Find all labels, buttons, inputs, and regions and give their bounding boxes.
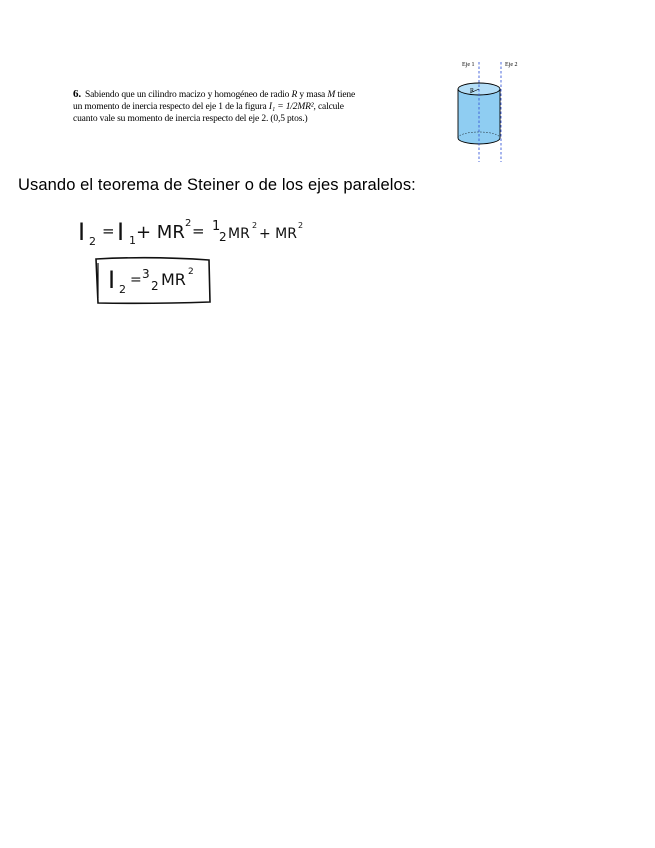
radius-symbol: R — [291, 90, 298, 100]
fraction-numerator-1: 1 — [212, 219, 221, 234]
fraction-denominator-1: 2 — [219, 230, 227, 244]
i2-subscript: 2 — [89, 235, 96, 248]
boxed-i2-symbol: I — [108, 266, 116, 294]
mr-term: MR — [228, 226, 250, 242]
axis1-label: Eje 1 — [462, 62, 475, 68]
problem-statement — [73, 89, 418, 125]
boxed-square-exponent: 2 — [188, 267, 194, 277]
square-exponent-3: 2 — [298, 221, 304, 230]
problem-text-2b: , calcule — [313, 101, 344, 112]
problem-text-1c: tiene — [335, 90, 356, 100]
plus-mr-term-2: + MR — [259, 226, 297, 242]
equation-line-1 — [78, 218, 303, 248]
boxed-mr-term: MR — [161, 270, 186, 289]
problem-number: 6. — [73, 88, 81, 100]
problem-text-2a: un momento de inercia respecto del eje 1 de la figura — [73, 101, 269, 112]
problem-text-1a: Sabiendo que un cilindro macizo y homogéneo de radio — [84, 90, 292, 100]
axis2-label: Eje 2 — [505, 62, 518, 68]
plus-mr-term: + MR — [136, 222, 185, 243]
boxed-fraction-denominator: 2 — [151, 279, 159, 293]
i1-symbol: I — [117, 218, 125, 246]
problem-text-3: cuanto vale su momento de inercia respecto del eje 2. (0,5 ptos.) — [73, 113, 308, 124]
cylinder-figure — [450, 58, 525, 164]
radius-label: R — [470, 88, 475, 94]
answer-heading: Usando el teorema de Steiner o de los ejes paralelos: — [18, 176, 416, 194]
boxed-fraction-numerator: 3 — [142, 267, 150, 281]
equals-sign-2: = — [192, 222, 205, 240]
boxed-result — [96, 258, 210, 304]
handwritten-answer — [72, 208, 312, 308]
i1-subscript: 1 — [129, 234, 136, 247]
i2-symbol: I — [78, 218, 86, 246]
equals-sign-1: = — [102, 222, 115, 240]
square-exponent-2: 2 — [252, 221, 258, 230]
boxed-equals-sign: = — [130, 272, 142, 288]
mass-symbol: M — [327, 90, 336, 100]
problem-text-1b: y masa — [297, 90, 328, 100]
square-exponent-1: 2 — [185, 218, 192, 229]
inertia-formula: I₁ = 1/2MR² — [268, 101, 314, 112]
boxed-i2-subscript: 2 — [119, 283, 126, 296]
